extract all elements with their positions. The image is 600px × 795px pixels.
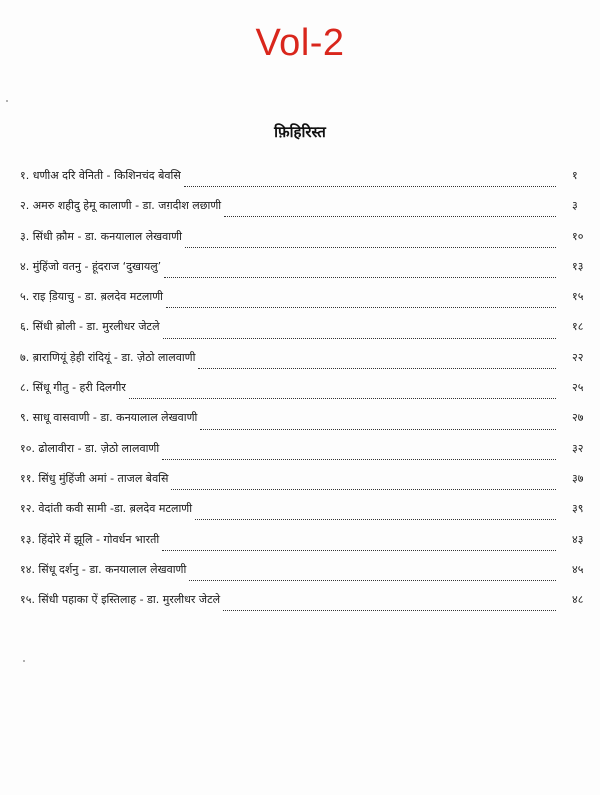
dot-leader bbox=[198, 367, 556, 369]
toc-entry-title: ९. साधू वासवाणी - डा. कनयालाल लेखवाणी bbox=[20, 411, 198, 425]
toc-entry-title: ४. मुंहिंजो वतनु - हूंदराज ‘दुखायलु’ bbox=[20, 259, 162, 273]
toc-heading: फ़िहिरिस्त bbox=[274, 123, 326, 141]
toc-entry-title: ७. ब़ाराणियूं ड़ेही रांदियूं - डा. ज़ेठो लालवाणी bbox=[20, 350, 196, 364]
dot-leader bbox=[162, 458, 556, 460]
toc-entry bbox=[20, 289, 592, 319]
toc-page-number: ४३ bbox=[572, 532, 584, 546]
toc-entry-title: १२. वेदांती कवी सामी -डा. ब़लदेव मटलाणी bbox=[20, 502, 193, 516]
toc-page-number: ३९ bbox=[572, 502, 584, 516]
scan-speck bbox=[6, 100, 8, 102]
dot-leader bbox=[184, 185, 556, 187]
toc-page-number: १० bbox=[572, 229, 584, 243]
dot-leader bbox=[195, 518, 556, 520]
dot-leader bbox=[163, 337, 556, 339]
dot-leader bbox=[185, 246, 556, 248]
dot-leader bbox=[189, 579, 556, 581]
toc-entry-title: १५. सिंधी पहाका ऐं इस्तिलाह - डा. मुरलीधर जेटले bbox=[20, 593, 221, 607]
toc-page-number: ४८ bbox=[572, 593, 584, 607]
toc-page-number: ४५ bbox=[572, 562, 584, 576]
toc-entry bbox=[20, 410, 592, 440]
toc-entry bbox=[20, 168, 592, 198]
toc-page-number: ३ bbox=[572, 199, 578, 213]
toc-entry-title: २. अमरु शहीदु हेमू कालाणी - डा. जग़दीश लछाणी bbox=[20, 199, 222, 213]
volume-title: Vol-2 bbox=[255, 22, 345, 64]
toc-entry bbox=[20, 198, 592, 228]
toc-entry-title: १३. हिंदोरे में झूलि - गोवर्धन भारती bbox=[20, 532, 160, 546]
dot-leader bbox=[162, 549, 556, 551]
toc-entry bbox=[20, 441, 592, 471]
dot-leader bbox=[171, 488, 556, 490]
toc-page-number: १३ bbox=[572, 259, 584, 273]
toc-entry bbox=[20, 380, 592, 410]
toc-page-number: १८ bbox=[572, 320, 584, 334]
dot-leader bbox=[224, 215, 556, 217]
toc-entry bbox=[20, 592, 592, 622]
toc-entry bbox=[20, 501, 592, 531]
toc-page-number: २५ bbox=[572, 381, 584, 395]
toc-entry-title: १. धणीअ दरि वेनिती - किशिनचंद बेवसि bbox=[20, 169, 181, 182]
toc-entry bbox=[20, 471, 592, 501]
scan-speck bbox=[23, 660, 25, 662]
dot-leader bbox=[164, 276, 556, 278]
toc-page-number: ३७ bbox=[572, 471, 584, 485]
toc-page-number: २७ bbox=[572, 411, 584, 425]
toc-entry-title: ८. सिंधू गीतु - हरी दिलगीर bbox=[20, 381, 126, 395]
toc-page-number: २२ bbox=[572, 350, 584, 364]
toc-entry bbox=[20, 319, 592, 349]
toc-page-number: ३२ bbox=[572, 441, 584, 455]
dot-leader bbox=[200, 428, 556, 430]
toc-entry bbox=[20, 229, 592, 259]
toc-entry-title: ३. सिंधी क़ौम - डा. कनयालाल लेखवाणी bbox=[20, 229, 182, 243]
toc-entry-title: ५. राइ डि़याचु - डा. ब़लदेव मटलाणी bbox=[20, 290, 164, 304]
toc-entry-title: १४. सिंधू दर्शनु - डा. कनयालाल लेखवाणी bbox=[20, 562, 187, 576]
toc-entry bbox=[20, 562, 592, 592]
toc-entry-title: ११. सिंधु मुंहिंजी अमां - ताजल बेवसि bbox=[20, 471, 169, 485]
dot-leader bbox=[166, 306, 556, 308]
toc-entry bbox=[20, 350, 592, 380]
dot-leader bbox=[129, 397, 556, 399]
toc-entry bbox=[20, 532, 592, 562]
toc-entry-title: १०. ढोलावीरा - डा. ज़ेठो लालवाणी bbox=[20, 441, 160, 455]
toc-entry bbox=[20, 259, 592, 289]
toc-entry-title: ६. सिंधी ब़ोली - डा. मुरलीधर जेटले bbox=[20, 320, 160, 334]
toc-page-number: १ bbox=[572, 169, 578, 182]
dot-leader bbox=[223, 609, 556, 611]
table-of-contents bbox=[20, 168, 592, 622]
toc-page-number: १५ bbox=[572, 290, 584, 304]
